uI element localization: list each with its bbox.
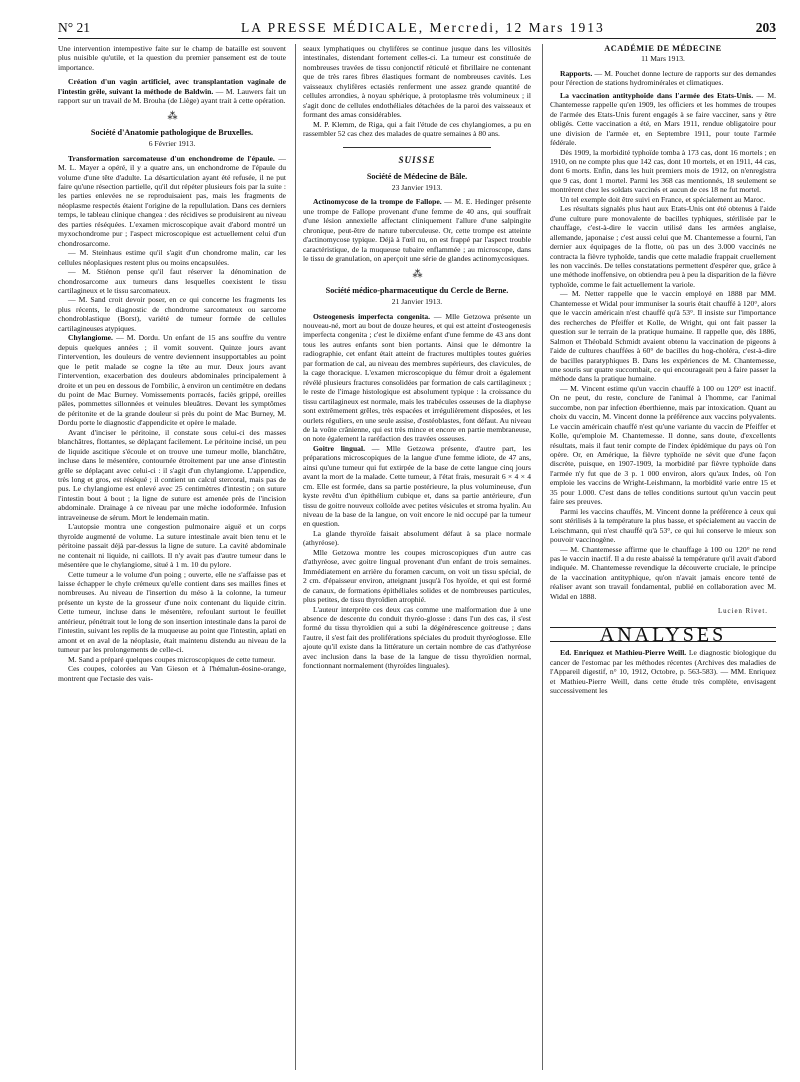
paragraph: M. Sand a préparé quelques coupes microscopiques de cette tumeur. (68, 654, 276, 664)
paragraph-text: — Mlle Getzowa présente un nouveau-né, mort au bout de douze heures, et qui est atteint d'osteogenesis imperfecta congenita ; c'est le dixième enfant d'une femme de 43 ans dont tous les autres enfants sont bien portants. Ainsi que le démontre la radiographie, cet enfant était atteint de fractures multiples toutes guéries par formation de cal, au niveau des membres supérieurs, des clavicules, de la cage thoracique. L'examen microscopique du fémur droit a également révélé plusieurs fractures consolidées par formation de cals cartilagineux ; le reste de l'image histologique est absolument typique : la croissance du tissu cartilagineux est normale, mais les trabécules osseuses de la diaphyse sont extrêmement grêles, très espacées et irrégulièrement disposées, et les ourlets réguliers, en une seule assise, d'ostéoblastes, font défaut. Au niveau de la voûte crânienne, qui est très mince et encore en partie membraneuse, on note également la raréfaction des travées osseuses. (303, 311, 531, 444)
author-signature: Lucien Rivet. (718, 608, 768, 616)
paragraph: Une intervention intempestive faite sur le champ de bataille est souvent plus nuisible qu'utile, et la question du premier pansement est de toute importance. (58, 44, 286, 72)
paragraph: — M. Sand croit devoir poser, en ce qui concerne les fragments les plus récents, le diagnostic de chondrome sarcomateux ou sarcome chondroblastique (Borst), variété de tumeur formée de cellules cartilagineuses atypiques. (58, 295, 286, 333)
paragraph (303, 444, 531, 529)
paragraph (550, 648, 776, 695)
session-date: 6 Février 1913. (148, 139, 196, 149)
paragraph: Mlle Getzowa montre les coupes microscopiques d'un autre cas d'athyréose, avec goitre lingual provenant d'un enfant de trois semaines. Immédiatement en arrière du foramen cæcum, on voit un tissu spécial, de 2 cm. d'épaisseur environ, atteignant jusqu'à l'os hyoïde, et qui est formé de canaux, de formations épithéliales solides et de nombreuses particules, plus petites, de tissu thyroïdien atrophié. (303, 547, 531, 605)
paragraph: M. P. Klemm, de Riga, qui a fait l'étude de ces chylangiomes, a pu en rassembler 52 cas chez des malades de quatre semaines à 80 ans. (303, 119, 531, 139)
paragraph: Ces coupes, colorées au Van Gieson et à l'hémalun-éosine-orange, montrent que l'ectasie des vais- (58, 664, 286, 683)
column-2 (303, 44, 531, 671)
column-rule-1 (295, 44, 296, 1070)
paragraph: — M. Chantemesse affirme que le chauffage à 100 ou 120° ne rend pas le vaccin inactif. Il a du reste abaissé la température qu'il avait d'abord indiquée. M. Chantemesse revendique la découverte cruciale, le principe de la vaccination antityphique, qu'on n'avait jamais encore tenté de réaliser avant son travail fondamental, publié en collaboration avec M. Widal en 1888. (550, 544, 776, 601)
paragraph-text: — M. E. Hedinger présente une trompe de Fallope provenant d'une femme de 40 ans, qui souffrait d'une lésion annexielle affectant cliniquement l'allure d'une salpingite chronique, peut-être de nature tuberculeuse. Or, cette trompe est atteinte d'actinomycose typique. Déjà à l'œil nu, on est frappé par l'aspect trouble caractéristique, de la muqueuse tubaire enflammée ; au microscope, dans le tissu de granulation, on aperçoit une série de glandes actinomycosiques. (303, 197, 531, 264)
paragraph: La glande thyroïde faisait absolument défaut à sa place normale (athyréose). (303, 528, 531, 548)
society-heading: Société d'Anatomie pathologique de Bruxelles. (90, 128, 254, 138)
session-date: 11 Mars 1913. (641, 54, 685, 64)
page-header (58, 14, 776, 39)
paragraph: — M. Vincent estime qu'un vaccin chauffé à 100 ou 120° est inactif. On ne peut, du reste, conclure de l'animal à l'homme, car l'animal succombe, non par infection éberthienne, mais par intoxication. Quant au choix du vaccin, M. Vincent donne la préférence aux vaccins polyvalents. Le vaccin américain chauffé n'est qu'une variante du vaccin de Pfeiffer et Kolle, qu'emploie M. Chantemesse. Il donne, sans doute, d'excellents résultats, mais il faut tenir compte de l'index épidémique du pays où l'on opère. Or, en Amérique, la fièvre typhoïde ne sévit que d'une façon discrète, puisque, en 1907-1909, la morbidité par fièvre typhoïde dans l'armée n'y fut que de 3 p. 1 000 environ, alors qu'aux Indes, où l'on emploie les vaccins de Wright-Leishmann, la morbidité varie entre 15 et 35 pour 1.000. C'est dans de telles conditions surtout qu'un vaccin peut faire ses preuves. (550, 383, 776, 507)
paragraph (303, 197, 531, 263)
paragraph: L'autopsie montra une congestion pulmonaire aiguë et un corps thyroïde augmenté de volume. La suture intestinale avait bien tenu et le péritoine passait déjà par-dessus la ligne de suture. La cavité abdominale ne contenait ni liquide, ni caillots. Il n'y avait pas d'autre tumeur dans le mésentère que le chylangiome, situé à 1 m. 10 du pylore. (58, 522, 286, 570)
column-3 (550, 44, 776, 695)
section-separator: ⁂ (412, 268, 422, 280)
column-rule-2 (542, 44, 543, 1070)
paragraph: — M. Steinhaus estime qu'il s'agit d'un chondrome malin, car les cellules néoplasiques restent plus ou moins encapsulées. (58, 248, 286, 267)
paragraph (58, 77, 286, 105)
society-heading: Société de Médecine de Bâle. (366, 171, 468, 181)
paragraph (303, 312, 531, 444)
paragraph: Dès 1909, la morbidité typhoïde tomba à 173 cas, dont 16 mortels ; en 1910, on ne compte plus que 142 cas, dont 10 mortels, et en 1911, 44 cas, dont 6 morts. Enfin, dans les huit premiers mois de 1912, on n'enregistra que 9 cas, dont 1 mortel. Parmi les 368 cas mentionnés, 18 seulement se montrèrent chez les soldats vaccinés et aucun de ces 18 ne fut mortel. (550, 147, 776, 195)
paragraph-text: — Mlle Getzowa présente, d'autre part, les préparations microscopiques de la langue d'une femme idiote, de 47 ans, ainsi qu'une tumeur qui fut extirpée de la base de cette langue cinq jours avant la mort de la malade. Cette tumeur, à l'état frais, mesurait 6 × 4 × 4 cm. Elle est formée, dans sa partie postérieure, la plus volumineuse, d'un kyste revêtu d'un épithélium cubique et, dans sa partie antérieure, d'un tissu de goitre nouveux colloïde avec petites vésicules et stroma hyalin. Au niveau de la base de la langue, on voit encore le nid occupé par la tumeur en question. (303, 443, 532, 529)
article-title: La vaccination antityphoïde dans l'armée des Etats-Unis. (560, 90, 754, 100)
paragraph (550, 69, 776, 88)
paragraph-text: — M. Pouchet donne lecture de rapports sur des demandes pour l'érection de stations hydrominérales et climatiques. (550, 68, 776, 88)
session-date: 23 Janvier 1913. (391, 182, 443, 192)
article-title: Ed. Enriquez et Mathieu-Pierre Weill. (560, 648, 687, 658)
paragraph (58, 154, 286, 249)
article-title: Actinomycose de la trompe de Fallope. (313, 197, 442, 207)
article-title: Goitre lingual. (313, 443, 365, 453)
academy-heading: ACADÉMIE DE MÉDECINE (604, 44, 722, 53)
session-date: 21 Janvier 1913. (391, 297, 443, 307)
paragraph-text: — M. Lauwers fait un rapport sur un travail de M. Brouha (de Liège) ayant trait à cette opération. (58, 86, 286, 106)
column-1 (58, 44, 286, 683)
separator-line (343, 147, 491, 148)
paragraph-text: — M. Chantemesse rappelle qu'en 1909, les officiers et les hommes de troupes de l'armée des Etats-Unis furent engagés à se faire vacciner, sans y être obligés. Cette vaccination a été, en Mars 1911, rendue obligatoire pour une division de l'armée et, en Septembre 1911, pour toute l'armée fédérale. (550, 90, 776, 148)
paragraph-text: — M. L. Mayer a opéré, il y a quatre ans, un enchondrome de l'épaule du volume d'une tête d'adulte. La désarticulation ayant été refusée, il ne put faire qu'une résection partielle, qu'il dut répéter plusieurs fois par la suite : les parties enlevées ne se reproduisaient pas, mais les fragments de néoplasme respectés étaient l'origine de la repullulation. Dans ces derniers temps, le tableau clinique changea : des récidives se produisirent au niveau des parties réséquées. L'examen microscopique avait d'abord montré un myxochondrome pur ; l'aspect microscopique est actuellement celui d'un chondrosarcome. (58, 153, 286, 248)
article-title: Transformation sarcomateuse d'un enchondrome de l'épaule. (68, 153, 275, 163)
paragraph: Cette tumeur a le volume d'un poing ; ouverte, elle ne s'affaisse pas et laisse échapper le chyle crémeux qu'elle contient dans ses mailles fines et nombreuses. Au niveau de l'insertion du méso à la colonne, la tumeur présente un kyste de la grosseur d'une noix contenant du liquide citrin. Cette tumeur, incluse dans le mésentère, refoulant surtout le feuillet antérieur, pénétrait tout le long de son insertion intestinale dans la paroi de l'intestin, suivant les replis de la muqueuse au point que l'intestin, aplati en amont et en aval de la néoplasie, était maintenu distendu au niveau de la tumeur par les prolongements de celle-ci. (58, 569, 286, 655)
section-separator: ⁂ (167, 110, 177, 122)
paragraph: Un tel exemple doit être suivi en France, et spécialement au Maroc. (560, 194, 766, 204)
paragraph: — M. Stiénon pense qu'il faut réserver la dénomination de chondrosarcome aux tumeurs dans lesquelles coexistent le tissu cartilagineux et le tissu sarcomateux. (58, 267, 286, 295)
paragraph-text: Le diagnostic biologique du cancer de l'estomac par les méthodes récentes (Archives des maladies de l'Appareil digestif, n° 10, 1912, Octobre, p. 563-583). — MM. Enriquez et Mathieu-Pierre Weill, dans cette étude très complète, envisagent successivement les (550, 648, 776, 695)
paragraph (550, 91, 776, 148)
paragraph: L'auteur interprète ces deux cas comme une malformation due à une absence de descente du conduit thyréo-glosse : dans l'un des cas, il s'est formé du tissu thyroïdien qui a subi la dégénérescence goitreuse ; dans l'autre, il s'est fait des proliférations spéciales du produit thyréoglosse. Elle ajoute qu'il existe dans la littérature un certain nombre de cas d'athyréose avec inclusion dans la base de la langue de tissu thyroïdien normal, fonctionnant normalement (thyroïdes linguales). (303, 604, 531, 671)
paragraph: seaux lymphatiques ou chylifères se continue jusque dans les villosités intestinales, distendant fortement celles-ci. La tumeur est constituée de nombreuses travées de tissu conjonctif réticulé et fibrillaire ne contenant que de très rares fibres élastiques formant de nombreuses cavités. Les vaisseaux chylifères ectasiés renferment une assez grande quantité de cellules arrondies, à noyau sphérique, à protoplasme très volumineux ; il s'agit donc de cellules endothéliales détachées de la paroi des vaisseaux et formant des amas considérables. (303, 44, 531, 120)
journal-title: LA PRESSE MÉDICALE, Mercredi, 12 Mars 1913 (241, 20, 605, 35)
article-title: Osteogenesis imperfecta congenita. (313, 311, 431, 321)
page-number: 203 (755, 20, 776, 35)
issue-number: N° 21 (58, 20, 91, 35)
society-heading: Société médico-pharmaceutique du Cercle de Berne. (325, 286, 509, 296)
paragraph: Parmi les vaccins chauffés, M. Vincent donne la préférence à ceux qui sont stérilisés à la température la plus basse, et spécialement au vaccin de Leischmann, qui n'est chauffé qu'à 53°, ce qui lui conserve le mieux son pouvoir vaccinogène. (550, 506, 776, 545)
paragraph: Avant d'inciser le péritoine, il constate sous celui-ci des masses blanchâtres, flottantes, se déplaçant facilement. Le péritoine incisé, un peu de liquide ascitique s'écoule et on trouve une tumeur molle, blanchâtre, incluse dans le mésentère, contournée étroitement par une anse d'intestin grêle se déplaçant avec celui-ci : il s'agit d'un chylangiome. L'appendice, très long et gros, est réséqué ; il contient un calcul stercoral, mais pas de pus. Le chylangiome est enlevé avec 25 centimètres d'intestin ; on suture l'intestin bout à bout ; la ligne de suture est amenée près de l'incision abdominale. Drainage à ce niveau par une mèche iodoformée. Infusion intraveineuse de sérum. Mort le lendemain matin. (58, 427, 286, 522)
article-title: Rapports. (560, 68, 593, 78)
paragraph-text: — M. Dordu. Un enfant de 15 ans souffre du ventre depuis quelques années ; il vomit souvent. Quinze jours avant l'intervention, les douleurs de ventre deviennent insupportables au point que le petit malade se cogne la tête au mur. Deux jours avant l'intervention, exacerbation des douleurs abdominales principalement à droite et un peu en dessous de l'ombilic, à environ un centimètre en dedans du point de Mac Burney. Vomissements porracés, faciès grippé, oreilles pâles, pommettes sillonnées et veinules bleuâtres. Devant les symptômes de péritonite et de la grande douleur si près du point de Mac Burney, M. Dordu porte le diagnostic d'appendicite et opère le malade. (58, 333, 286, 428)
paragraph (58, 333, 286, 428)
paragraph: Les résultats signalés plus haut aux Etats-Unis ont été obtenus à l'aide d'une culture pure monovalente de bacilles typhiques, stérilisée par le chauffage, c'est-à-dire le vaccin utilisé dans les armées anglaise, allemande, japonaise ; c'est aussi celui que M. Chantemesse a fourni, l'an dernier aux équipages de la flotte, où pas un des 3.000 vaccinés ne contracta la fièvre typhoïde, tandis que cette maladie frappait cruellement les non vaccinés. De telles constatations permettent d'espérer que, grâce à une méthode inoffensive, on obtiendra peu à peu la disparition de la fièvre typhoïde, comme le fait actuellement la variole. (550, 204, 776, 289)
analyses-heading: ANALYSES (550, 627, 776, 642)
country-heading: SUISSE (398, 154, 436, 165)
article-title: Chylangiome. (68, 333, 113, 343)
article-title: Création d'un vagin artificiel, avec transplantation vaginale de l'intestin grêle, suivant la méthode de Baldwin. (58, 77, 286, 96)
paragraph: — M. Netter rappelle que le vaccin employé en 1888 par MM. Chantemesse et Widal pour immuniser la souris était chauffé à 120°, alors que le vaccin américain n'est chauffé qu'à 53°. Il insiste sur l'importance des recherches de Pfeiffer et Kolle, de Wright, qui ont fait passer la question sur le terrain de la pratique humaine. Il rappelle que, dès 1886, Salmon et Théobald Schmidt avaient obtenu la vaccination de pigeons à l'aide de cultures chauffées à 60° de bacilles du hog-choléra, c'est-à-dire de bacilles paratyphiques B. Dans les expériences de M. Chantemesse, une souris sur quatre succombait, ce qui encourageait peu à faire passer la méthode dans la pratique humaine. (550, 289, 776, 384)
